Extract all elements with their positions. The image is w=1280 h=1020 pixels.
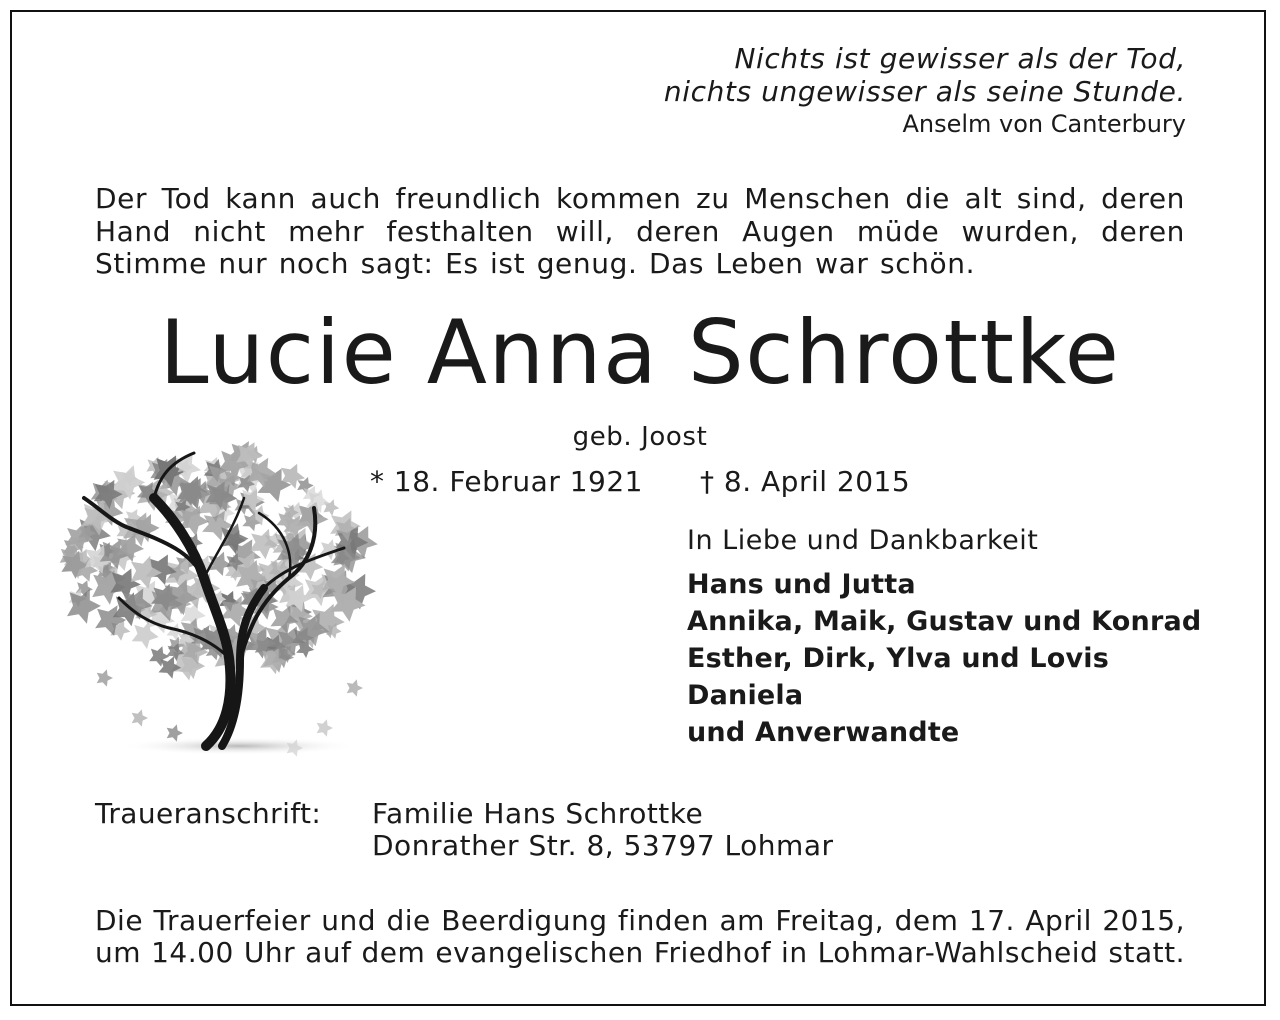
leaf-shape — [97, 669, 113, 686]
leaf-shape — [347, 679, 363, 696]
quote-author: Anselm von Canterbury — [902, 110, 1186, 138]
leaf-shape — [317, 719, 333, 736]
address-label: Traueranschrift: — [95, 797, 322, 830]
death-date: † 8. April 2015 — [700, 465, 911, 498]
ceremony-line-2: um 14.00 Uhr auf dem evangelischen Friedhof in Lohmar-Wahlscheid statt. — [95, 936, 1185, 969]
quote-line-2: nichts ungewisser als seine Stunde. — [663, 75, 1186, 108]
tree-icon — [44, 428, 394, 768]
poem-text: Der Tod kann auch freundlich kommen zu Menschen die alt sind, deren Hand nicht mehr festhalten will, deren Augen müde wurden, deren Stimme nur noch sagt: Es ist genug. Das Leben war schön. — [95, 182, 1185, 280]
leaf-shape — [296, 502, 329, 536]
mourner-line: Daniela — [687, 680, 804, 711]
birth-name: geb. Joost — [572, 422, 708, 452]
mourner-line: Hans und Jutta — [687, 569, 916, 600]
quote-line-1: Nichts ist gewisser als der Tod, — [734, 42, 1186, 75]
address-line-2: Donrather Str. 8, 53797 Lohmar — [372, 829, 834, 862]
birth-date: * 18. Februar 1921 — [370, 465, 643, 498]
deceased-name: Lucie Anna Schrottke — [159, 301, 1121, 404]
leaf-shape — [132, 709, 148, 726]
mourning-address — [372, 798, 833, 862]
epigraph-quote — [664, 42, 1186, 139]
ceremony-line-1: Die Trauerfeier und die Beerdigung finden am Freitag, dem 17. April 2015, — [95, 904, 1185, 937]
mourners-block — [687, 522, 1201, 751]
address-line-1: Familie Hans Schrottke — [372, 797, 704, 830]
funeral-announcement — [95, 905, 1185, 969]
mourner-line: Esther, Dirk, Ylva und Lovis — [687, 643, 1110, 674]
mourner-line: Annika, Maik, Gustav und Konrad — [687, 606, 1202, 637]
mourner-line: und Anverwandte — [687, 717, 960, 748]
mourners-intro: In Liebe und Dankbarkeit — [687, 525, 1039, 556]
